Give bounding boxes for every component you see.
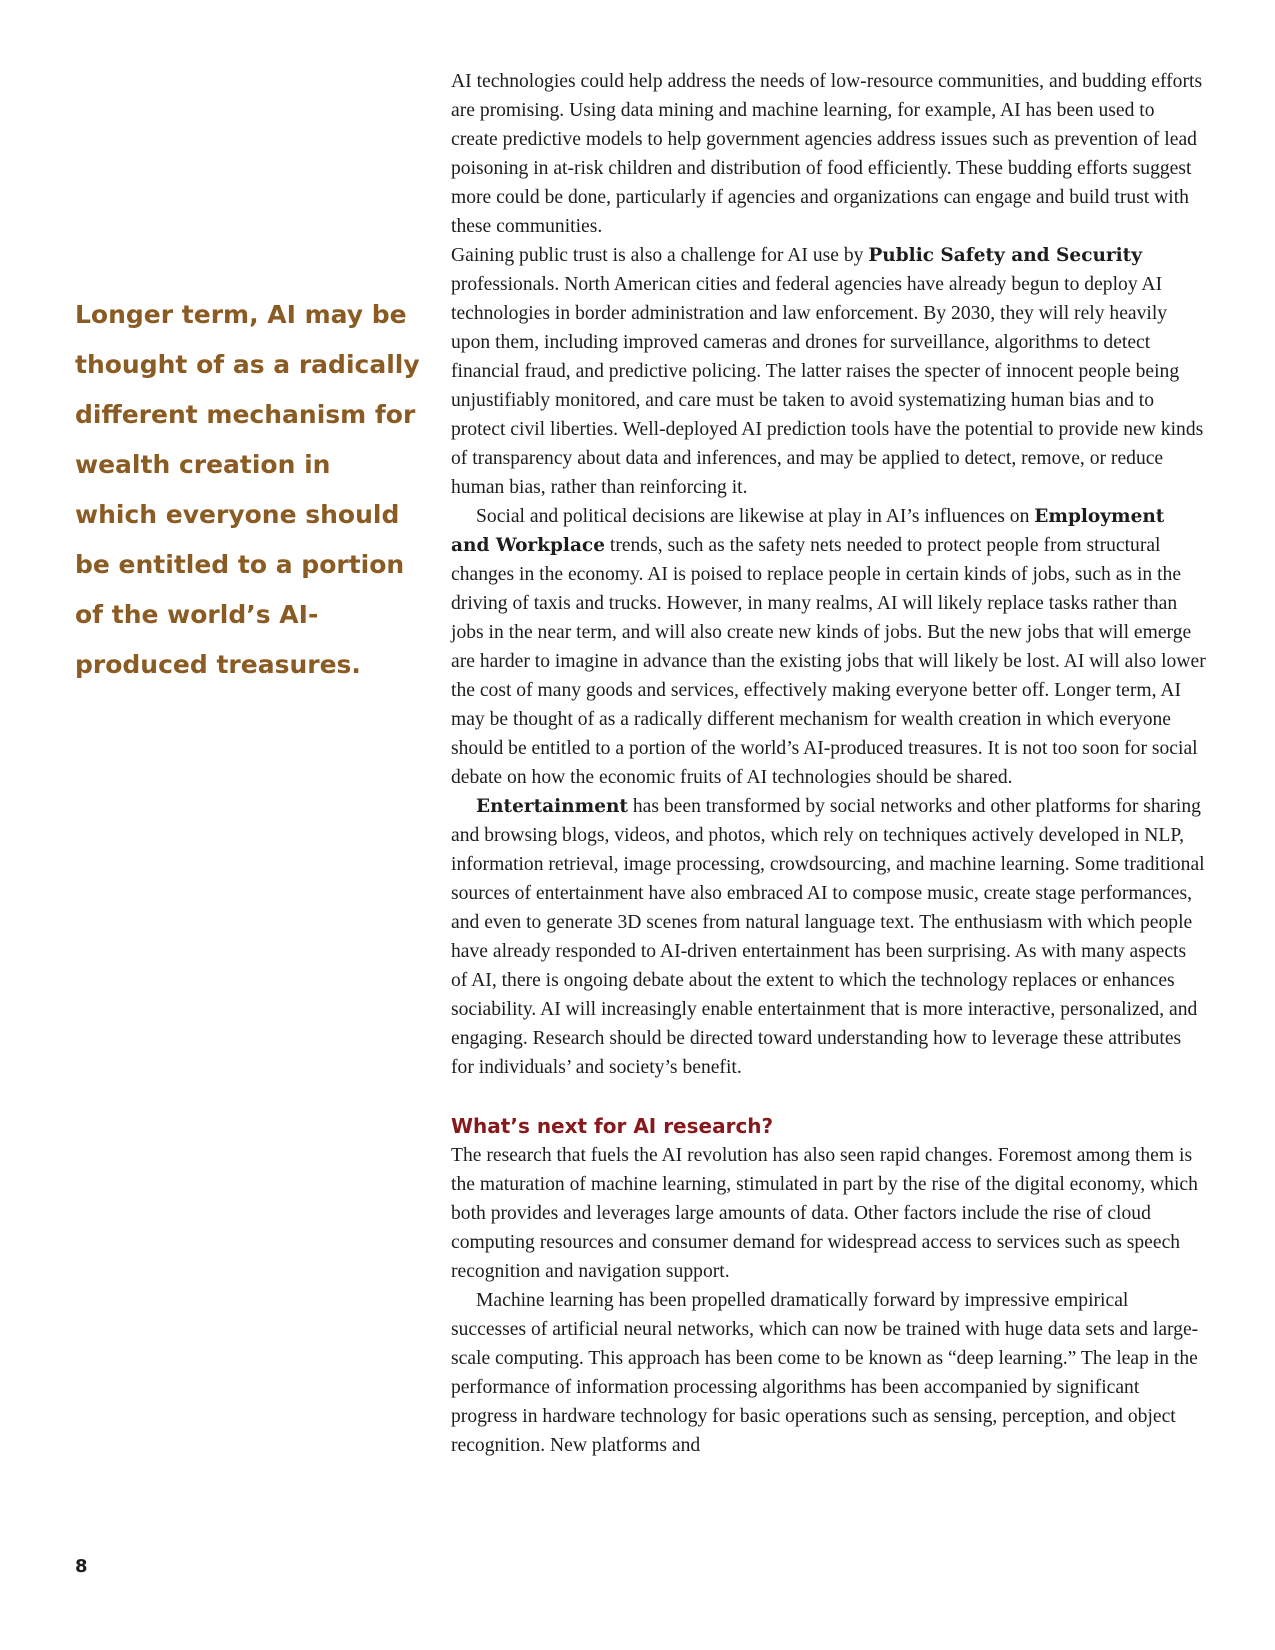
- bold-term-entertainment: Entertainment: [476, 796, 628, 817]
- paragraph-machine-learning: Machine learning has been propelled dramatically forward by impressive empirical successes of artificial neural networks, which can now be trained with huge data sets and large-scale computing. This approach has been come to be known as “deep learning.” The leap in the performance of information processing algorithms has been accompanied by significant progress in hardware technology for basic operations such as sensing, perception, and object recognition. New platforms and: [451, 1290, 1199, 1456]
- paragraph-employment: [451, 502, 1206, 792]
- section-heading: What’s next for AI research?: [451, 1114, 774, 1138]
- paragraph-text: has been transformed by social networks and other platforms for sharing and browsing blogs, videos, and photos, which rely on techniques actively developed in NLP, information retrieval, image processing, crowdsourcing, and machine learning. Some traditional sources of entertainment have also embraced AI to compose music, create stage performances, and even to generate 3D scenes from natural language text. The enthusiasm with which people have already responded to AI-driven entertainment has been surprising. As with many aspects of AI, there is ongoing debate about the extent to which the technology replaces or enhances sociability. AI will increasingly enable entertainment that is more interactive, personalized, and engaging. Research should be directed toward understanding how to leverage these attributes for individuals’ and society’s benefit.: [451, 796, 1205, 1078]
- paragraph-research-changes: The research that fuels the AI revolution has also seen rapid changes. Foremost among them is the maturation of machine learning, stimulated in part by the rise of the digital economy, which both provides and leverages large amounts of data. Other factors include the rise of cloud computing resources and consumer demand for widespread access to services such as speech recognition and navigation support.: [451, 1145, 1198, 1282]
- paragraph-low-resource-communities: AI technologies could help address the needs of low-resource communities, and budding efforts are promising. Using data mining and machine learning, for example, AI has been used to create predictive models to help government agencies address issues such as prevention of lead poisoning in at-risk children and distribution of food efficiently. These budding efforts suggest more could be done, particularly if agencies and organizations can engage and build trust with these communities.: [451, 71, 1203, 237]
- page-number: 8: [75, 1556, 88, 1577]
- bold-term-employment: Employment and Workplace: [451, 506, 1165, 556]
- body-column: [451, 67, 1206, 1460]
- paragraph-public-safety: [451, 241, 1206, 502]
- pull-quote: Longer term, AI may be thought of as a radically different mechanism for wealth creation in which everyone should be entitled to a portion of the world’s AI-produced treasures.: [75, 300, 420, 679]
- bold-term-public-safety: Public Safety and Security: [868, 245, 1142, 266]
- paragraph-text: Gaining public trust is also a challenge for AI use by: [451, 245, 869, 266]
- paragraph-entertainment: [451, 792, 1206, 1082]
- paragraph-text: trends, such as the safety nets needed to protect people from structural changes in the economy. AI is poised to replace people in certain kinds of jobs, such as in the driving of taxis and trucks. However, in many realms, AI will likely replace tasks rather than jobs in the near term, and will also create new kinds of jobs. But the new jobs that will emerge are harder to imagine in advance than the existing jobs that will likely be lost. AI will also lower the cost of many goods and services, effectively making everyone better off. Longer term, AI may be thought of as a radically different mechanism for wealth creation in which everyone should be entitled to a portion of the world’s AI-produced treasures. It is not too soon for social debate on how the economic fruits of AI technologies should be shared.: [451, 535, 1206, 788]
- paragraph-text: professionals. North American cities and federal agencies have already begun to deploy AI technologies in border administration and law enforcement. By 2030, they will rely heavily upon them, including improved cameras and drones for surveillance, algorithms to detect financial fraud, and predictive policing. The latter raises the specter of innocent people being unjustifiably monitored, and care must be taken to avoid systematizing human bias and to protect civil liberties. Well-deployed AI prediction tools have the potential to provide new kinds of transparency about data and inferences, and may be applied to detect, remove, or reduce human bias, rather than reinforcing it.: [451, 274, 1204, 498]
- paragraph-text: Social and political decisions are likewise at play in AI’s influences on: [476, 506, 1035, 527]
